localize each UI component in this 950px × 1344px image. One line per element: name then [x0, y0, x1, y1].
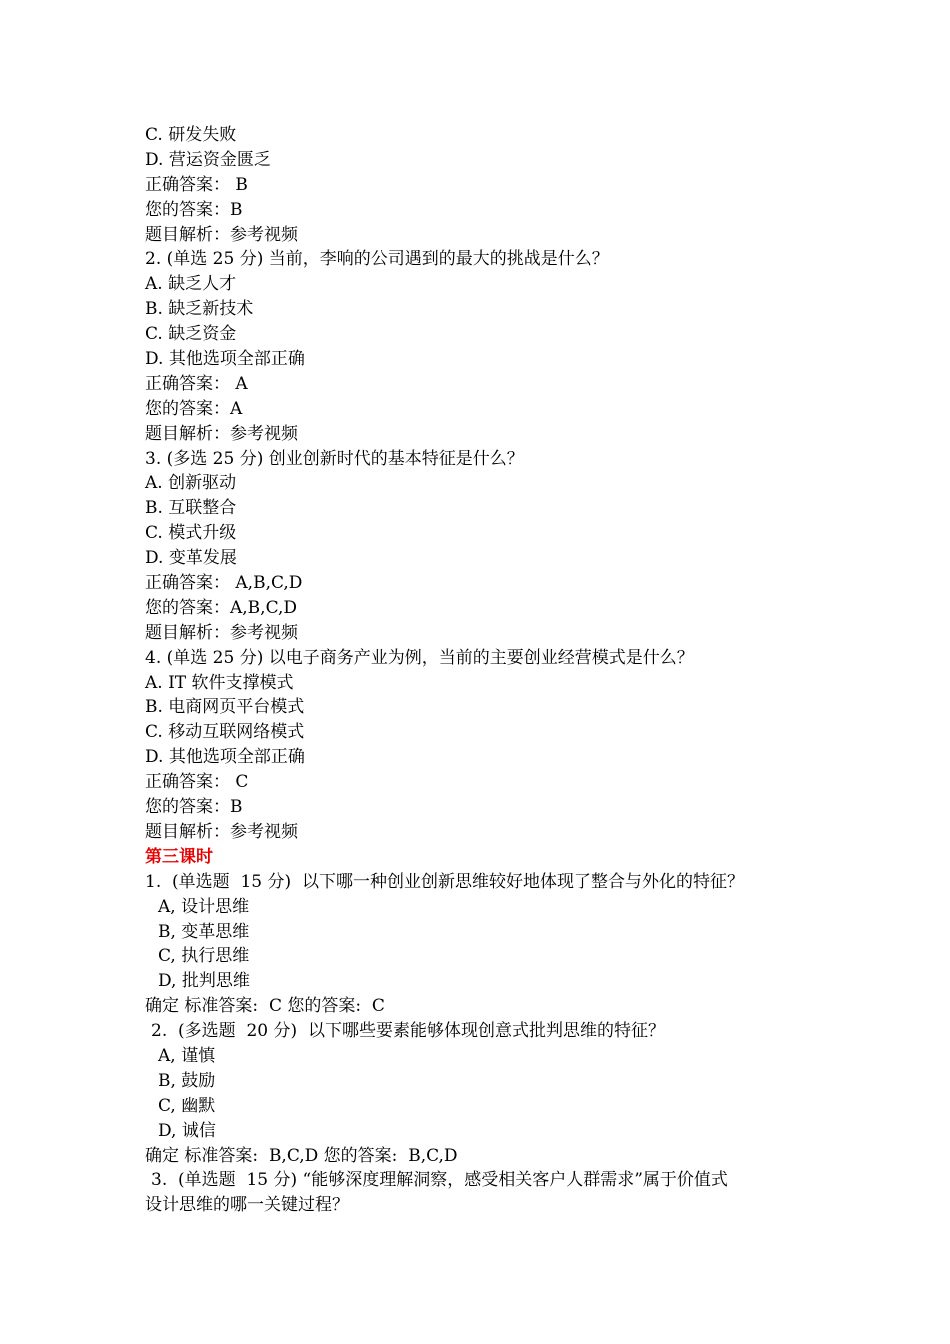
question-1: 1. (单选题 15 分) 以下哪一种创业创新思维较好地体现了整合与外化的特征？ — [145, 871, 744, 892]
question-3: 3. (单选题 15 分) “能够深度理解洞察，感受相关客户人群需求”属于价值式 — [151, 1170, 728, 1191]
explanation: 题目解析：参考视频 — [145, 622, 298, 643]
option-line: B, 鼓励 — [158, 1070, 216, 1091]
correct-answer: 正确答案： A,B,C,D — [145, 573, 303, 594]
option-line: A, 设计思维 — [158, 896, 250, 917]
option-line: B. 电商网页平台模式 — [145, 697, 305, 718]
document-page — [145, 123, 825, 1218]
your-answer: 您的答案：A — [145, 398, 243, 419]
question-3-continued: 设计思维的哪一关键过程？ — [145, 1195, 349, 1216]
option-line: D, 诚信 — [158, 1120, 216, 1141]
option-line: D. 变革发展 — [145, 548, 237, 569]
question-4: 4. (单选 25 分) 以电子商务产业为例，当前的主要创业经营模式是什么？ — [145, 647, 694, 668]
explanation: 题目解析：参考视频 — [145, 821, 298, 842]
your-answer: 您的答案：A,B,C,D — [145, 597, 298, 618]
option-line: A. 缺乏人才 — [145, 274, 237, 295]
explanation: 题目解析：参考视频 — [145, 224, 298, 245]
question-2: 2. (单选 25 分) 当前，李响的公司遇到的最大的挑战是什么？ — [145, 249, 609, 270]
option-line: A, 谨慎 — [158, 1045, 216, 1066]
option-line: B. 互联整合 — [145, 498, 237, 519]
correct-answer: 正确答案： A — [145, 373, 248, 394]
your-answer: 您的答案：B — [145, 199, 243, 220]
question-3: 3. (多选 25 分) 创业创新时代的基本特征是什么？ — [145, 448, 524, 469]
option-line: C. 移动互联网络模式 — [145, 722, 305, 743]
option-line: A. IT 软件支撑模式 — [145, 672, 294, 693]
section-heading: 第三课时 — [145, 846, 213, 867]
option-line: C, 幽默 — [158, 1095, 216, 1116]
question-2: 2. (多选题 20 分) 以下哪些要素能够体现创意式批判思维的特征？ — [151, 1021, 665, 1042]
option-line: C, 执行思维 — [158, 946, 250, 967]
option-line: C. 模式升级 — [145, 523, 237, 544]
option-line: B, 变革思维 — [158, 921, 250, 942]
option-line: C. 研发失败 — [145, 125, 237, 145]
your-answer: 您的答案：B — [145, 797, 243, 818]
option-line: D. 其他选项全部正确 — [145, 349, 305, 370]
option-line: A. 创新驱动 — [145, 473, 237, 494]
answer-summary: 确定 标准答案: B,C,D 您的答案: B,C,D — [145, 1145, 458, 1166]
option-line: D, 批判思维 — [158, 971, 250, 992]
answer-summary: 确定 标准答案: C 您的答案: C — [145, 996, 385, 1017]
option-line: D. 营运资金匮乏 — [145, 149, 271, 170]
correct-answer: 正确答案： B — [145, 174, 248, 195]
correct-answer: 正确答案： C — [145, 772, 249, 793]
explanation: 题目解析：参考视频 — [145, 423, 298, 444]
option-line: C. 缺乏资金 — [145, 324, 237, 345]
option-line: D. 其他选项全部正确 — [145, 747, 305, 768]
option-line: B. 缺乏新技术 — [145, 299, 254, 320]
